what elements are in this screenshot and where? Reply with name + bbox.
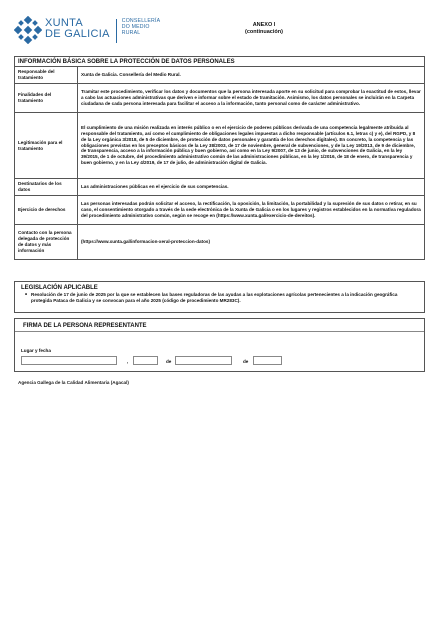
legislation-title: LEGISLACIÓN APLICABLE: [21, 285, 98, 291]
dept-line-2: DO MEDIO: [121, 24, 150, 31]
row-value: Las administraciones públicas en el ejercicio de sus competencias.: [81, 184, 229, 190]
table-row: [15, 113, 424, 179]
legislation-list: [15, 292, 424, 304]
logo-line-1: XUNTA: [45, 17, 83, 29]
dept-line-3: RURAL: [121, 30, 141, 37]
row-label: Responsable del tratamiento: [15, 67, 78, 83]
row-label: Destinatarios de los datos: [15, 179, 78, 195]
month-field[interactable]: [175, 356, 232, 365]
row-value: Las personas interesadas podrán solicitar el acceso, la rectificación, la oposición, la limitación, la portabilidad y la supresión de sus datos o retirar, en su caso, el consentimiento otorgado a través de la sede electrónica de la Xunta de Galicia o en los lugares y registros establecidos en la normativa reguladora del procedimiento administrativo común, según se recoge en (https://www.xunta.gal/exercicio-de-dereitos).: [81, 201, 421, 218]
table-row: [15, 67, 424, 84]
annex-title: ANEXO I: [252, 22, 276, 28]
annex-heading: [219, 22, 309, 36]
document-header: [14, 16, 425, 48]
data-protection-table: [14, 56, 425, 260]
footer-agency: Agencia Gallega de la Calidad Alimentaria (Agacal): [18, 380, 129, 385]
day-field[interactable]: [133, 356, 158, 365]
logo-wordmark: [45, 18, 110, 40]
row-value: Tramitar este procedimiento, verificar los datos y documentos que la persona interesada aporte en su solicitud para comprobar la exactitud de estos, llevar a cabo las actuaciones administrativas que deriven e informar sobre el estado de tramitación. Asimismo, los datos personales se incluirán en la Carpeta ciudadana de cada persona interesada para facilitar el acceso a la información, tanto personal como de carácter administrativo.: [81, 89, 421, 106]
row-value: Xunta de Galicia. Consellería del Medio Rural.: [81, 72, 181, 78]
row-label: Finalidades del tratamiento: [15, 84, 78, 112]
logo-line-2: DE GALICIA: [45, 28, 110, 40]
department-name: [122, 18, 161, 37]
place-date-label: Lugar y fecha: [21, 348, 51, 353]
legislation-section: [14, 281, 425, 313]
logo-divider: [116, 19, 117, 43]
title-divider: [15, 331, 424, 332]
comma-separator: ,: [127, 359, 129, 364]
list-item: • Resolución de 17 de junio de 2025 por la que se establecen las bases reguladoras de las ayudas a las explotaciones agrícolas pertenecientes a la indicación geográfica protegida Pataca de Galicia y se convocan para el año 2025 (código de procedimiento MR283C).: [31, 292, 424, 304]
row-value: El cumplimiento de una misión realizada en interés público o en el ejercicio de poderes públicos derivada de una competencia legalmente atribuida al responsable del tratamiento, así como el cumplimiento de obligaciones legales impuestas a dicho responsable (artículos 6.1, letras c) y e), del RGPD, y 8 de la Ley orgánica 3/2018, de 5 de diciembre, de protección de datos personales y garantía de los derechos digitales). En concreto, la competencia y las obligaciones previstas en los preceptos básicos de la Ley 38/2003, de 17 de noviembre, general de subvenciones, y de la Ley 19/2013, de 9 de diciembre, de transparencia, acceso a la información pública y buen gobierno, así como en la Ley 9/2007, de 13 de junio, de subvenciones de Galicia, en la ley 39/2015, de 1 de octubre, del procedimiento administrativo común de las administraciones públicas, en la ley 1/2016, de 18 de enero, de transparencia y buen gobierno, y en la Ley 4/2019, de 17 de julio, de administración digital de Galicia.: [81, 125, 416, 165]
place-field[interactable]: [21, 356, 117, 365]
row-value: (https://www.xunta.gal/informacion-xeral-proteccion-datos): [81, 239, 210, 245]
year-field[interactable]: [253, 356, 282, 365]
row-label: Ejercicio de derechos: [15, 196, 78, 224]
signature-section: [14, 318, 425, 372]
table-row: [15, 84, 424, 113]
table-row: [15, 179, 424, 196]
table-row: [15, 196, 424, 225]
signature-title: FIRMA DE LA PERSONA REPRESENTANTE: [23, 323, 147, 329]
xunta-logo: [14, 16, 179, 46]
row-label: Legitimación para el tratamiento: [15, 113, 78, 178]
de-label-1: de: [166, 359, 172, 364]
annex-subtitle: (continuación): [245, 29, 283, 35]
xunta-emblem-icon: [14, 16, 42, 44]
data-protection-title: INFORMACIÓN BÁSICA SOBRE LA PROTECCIÓN DE DATOS PERSONALES: [15, 57, 424, 67]
row-label: Contacto con la persona delegada de protección de datos y más información: [15, 225, 78, 259]
de-label-2: de: [243, 359, 249, 364]
table-row: [15, 225, 424, 259]
dept-line-1: CONSELLERÍA: [121, 18, 161, 24]
